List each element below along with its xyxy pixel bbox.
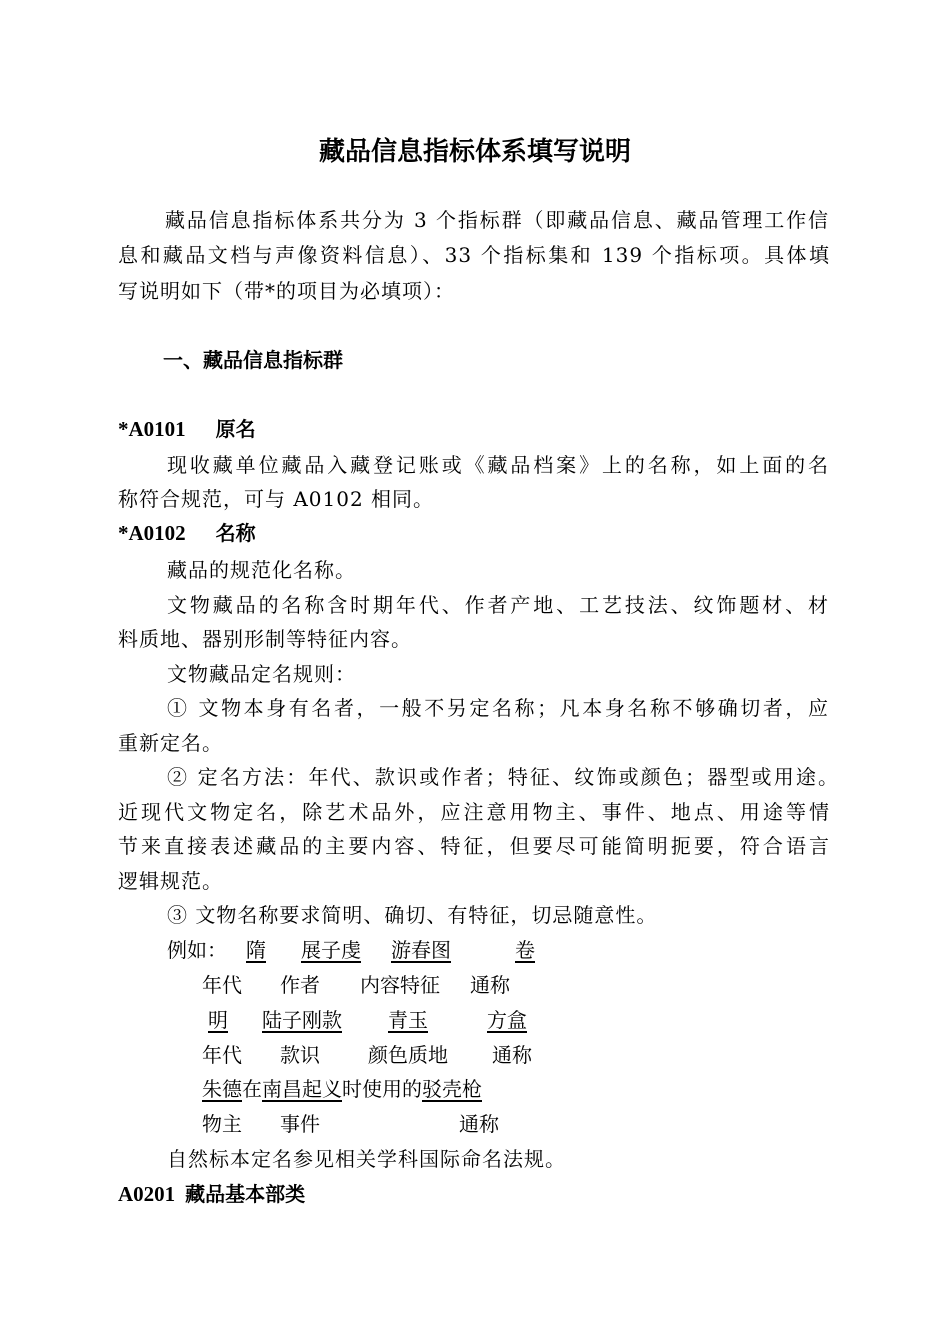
ex1-label-era: 年代 [202,973,242,997]
ex1-feature: 游春图 [391,938,451,962]
ex3-label-event: 事件 [280,1112,320,1136]
a0102-p2-line-1: 文物藏品的名称含时期年代、作者产地、工艺技法、纹饰题材、材 [167,593,829,617]
rule2-line-2: 近现代文物定名，除艺术品外，应注意用物主、事件、地点、用途等情 [118,800,830,824]
ex3-event: 南昌起义 [262,1077,342,1101]
ex2-label-material: 颜色质地 [368,1043,448,1067]
ex2-label-common: 通称 [492,1043,532,1067]
code-a0201: A0201 [118,1182,176,1206]
rule2-line-3: 节来直接表述藏品的主要内容、特征，但要尽可能简明扼要，符合语言 [118,834,830,858]
intro-line-2: 息和藏品文档与声像资料信息）、33 个指标集和 139 个指标项。具体填 [118,243,830,267]
ex2-label-mark: 款识 [280,1043,320,1067]
ex1-common: 卷 [515,938,535,962]
intro-line-1: 藏品信息指标体系共分为 3 个指标群（即藏品信息、藏品管理工作信 [165,208,829,232]
rule3: ③ 文物名称要求简明、确切、有特征，切忌随意性。 [167,903,658,927]
a0102-p3: 文物藏品定名规则： [167,662,356,686]
code-a0101: *A0101 [118,417,186,441]
ex3-used: 时使用的 [342,1077,422,1101]
ex3-label-common: 通称 [459,1112,499,1136]
ex2-material: 青玉 [388,1008,428,1032]
name-a0201: 藏品基本部类 [185,1182,306,1206]
a0102-p4: 自然标本定名参见相关学科国际命名法规。 [167,1147,566,1171]
rule2-line-4: 逻辑规范。 [118,869,223,893]
ex3-line [202,1074,482,1104]
ex1-label-common: 通称 [470,973,510,997]
a0102-p1: 藏品的规范化名称。 [167,558,356,582]
ex2-label-era: 年代 [202,1043,242,1067]
ex1-author: 展子虔 [301,938,361,962]
heading-a0101 [118,414,256,444]
ex2-mark: 陆子刚款 [262,1008,342,1032]
ex2-era: 明 [208,1008,228,1032]
ex3-label-owner: 物主 [202,1112,242,1136]
heading-a0102 [118,518,256,548]
name-a0101: 原名 [215,417,256,441]
ex1-era: 隋 [246,938,266,962]
page-title: 藏品信息指标体系填写说明 [318,137,631,167]
rule1-line-2: 重新定名。 [118,731,223,755]
ex1-label-feature: 内容特征 [360,973,440,997]
example-label: 例如： [167,938,227,962]
ex1-label-author: 作者 [280,973,320,997]
name-a0102: 名称 [215,521,256,545]
heading-a0201 [118,1179,305,1209]
ex3-at: 在 [242,1077,262,1101]
intro-line-3: 写说明如下（带*的项目为必填项）： [118,279,455,303]
ex3-common: 驳壳枪 [422,1077,482,1101]
ex2-common: 方盒 [487,1008,527,1032]
a0101-desc-line-2: 称符合规范，可与 A0102 相同。 [118,487,435,511]
rule2-line-1: ② 定名方法：年代、款识或作者；特征、纹饰或颜色；器型或用途。 [167,765,839,789]
rule1-line-1: ① 文物本身有名者，一般不另定名称；凡本身名称不够确切者，应 [167,696,829,720]
a0101-desc-line-1: 现收藏单位藏品入藏登记账或《藏品档案》上的名称，如上面的名 [167,453,829,477]
a0102-p2-line-2: 料质地、器别形制等特征内容。 [118,627,412,651]
code-a0102: *A0102 [118,521,186,545]
section-heading: 一、藏品信息指标群 [163,348,343,372]
ex3-owner: 朱德 [202,1077,242,1101]
